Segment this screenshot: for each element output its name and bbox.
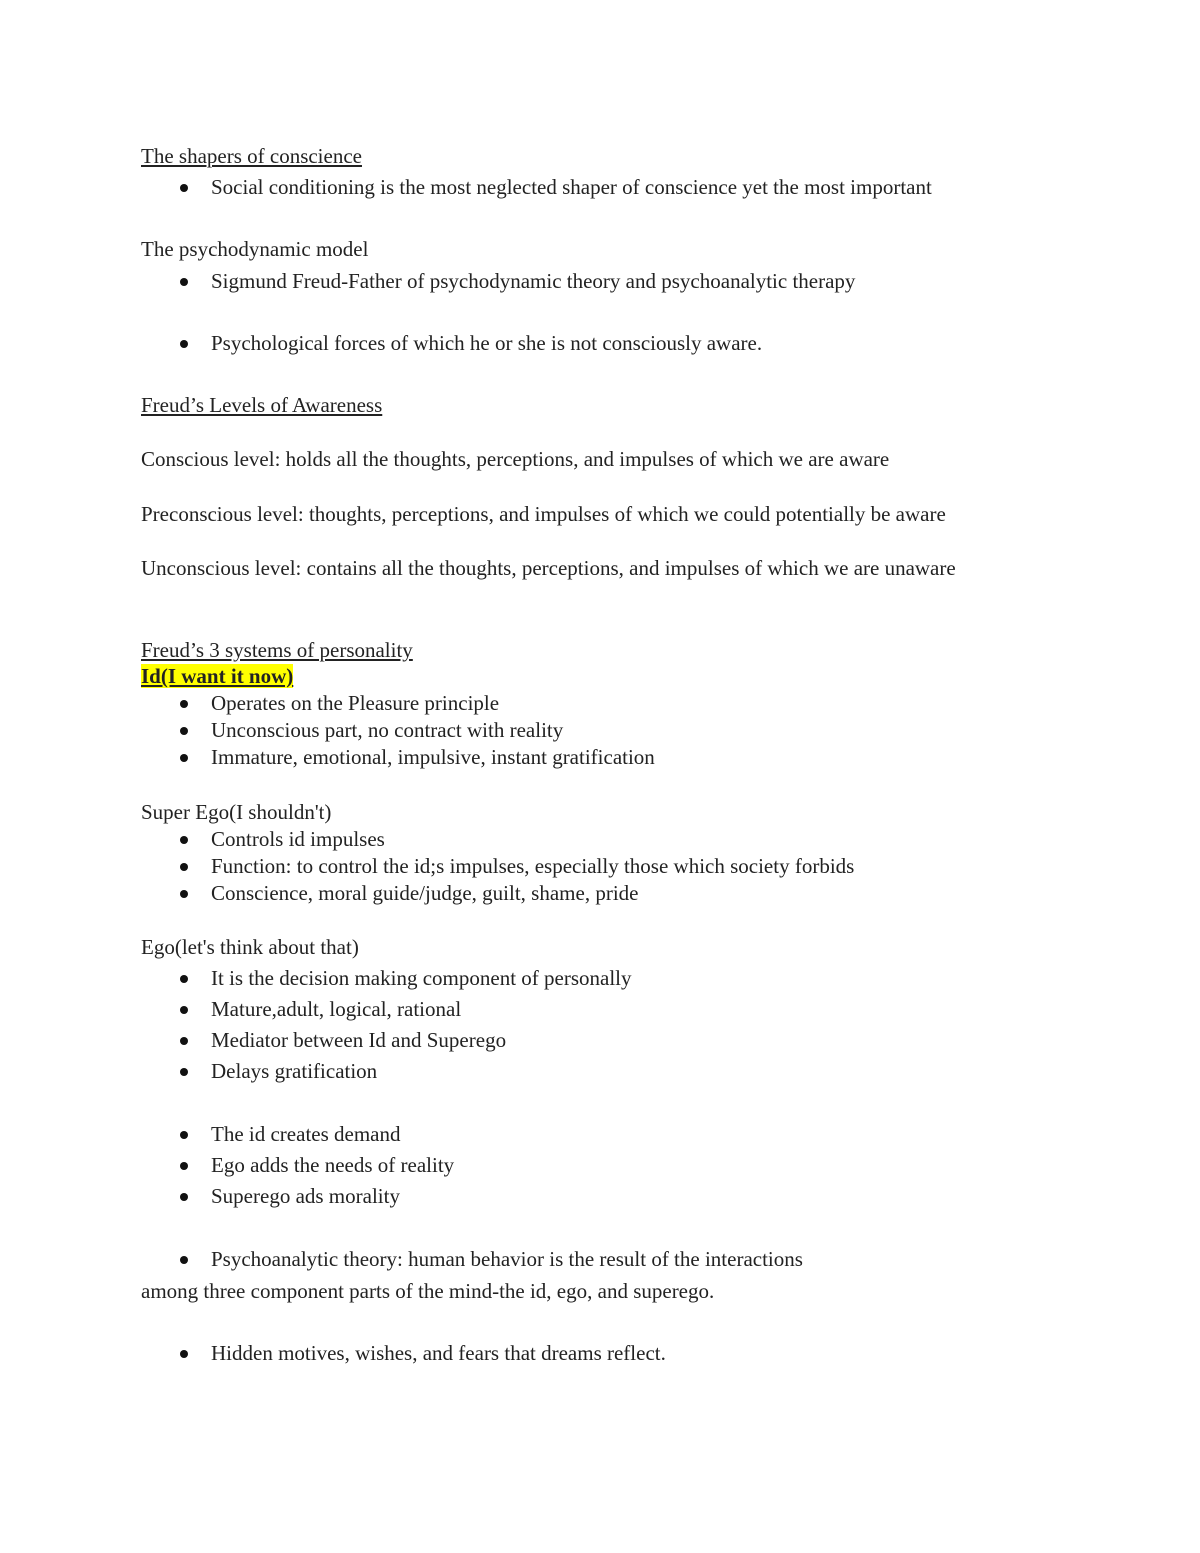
bullet-icon — [180, 863, 188, 871]
bullet-icon — [180, 1256, 188, 1264]
document-page: The shapers of conscience Social conditioning is the most neglected shaper of conscience yet the most important The psychodynamic model Sigmund Freud-Father of psychodynamic theory and psychoanalytic therapy Psychological forces of which he or she is not consciously aware. Freud’s Levels of Awareness Conscious level: holds all the thoughts, perceptions, and impulses of which we are aware Preconscious level: thoughts, perceptions, and impulses of which we could potentially be aware Unconscious level: contains all the thoughts, perceptions, and impulses of which we are unaware Freud’s 3 systems of personality Id(I want it now) Operates on the Pleasure principle Unconscious part, no contract with reality Immature, emotional, impulsive, instant gratification Super Ego(I shouldn't) Controls id impulses Function: to control the id;s impulses, especially those which society forbids Conscience, moral guide/judge, guilt, shame, pride Ego(let's think about that) It is the decision making component of personally Mature,adult, logical, rational Mediator between Id and Superego Delays gratification The id creates demand Ego adds the needs of reality Superego ads morality Psychoanalytic theory: human behavior is the result of the interactions among three component parts of the mind-the id, ego, and superego. Hidden motives, wishes, and fears that dreams reflect. — [141, 144, 956, 1365]
bullet-icon — [180, 1350, 188, 1358]
subheading-ego: Ego(let's think about that) — [141, 935, 359, 959]
bullet-icon — [180, 1006, 188, 1014]
bullet-icon — [180, 1162, 188, 1170]
heading-psychodynamic: The psychodynamic model — [141, 237, 369, 261]
bullet-icon — [180, 836, 188, 844]
bullet-icon — [180, 727, 188, 735]
bullet-icon — [180, 890, 188, 898]
highlighted-id-title: Id(I want it now) — [141, 664, 294, 688]
bullet-icon — [180, 1037, 188, 1045]
bullet-icon — [180, 1131, 188, 1139]
heading-systems: Freud’s 3 systems of personality — [141, 638, 413, 662]
bullet-icon — [180, 278, 188, 286]
bullet-icon — [180, 975, 188, 983]
bullet-icon — [180, 184, 188, 192]
bullet-icon — [180, 1193, 188, 1201]
bullet-icon — [180, 700, 188, 708]
paragraph-unconscious: Unconscious level: contains all the thoughts, perceptions, and impulses of which we are unaware — [141, 556, 956, 580]
subheading-id — [141, 663, 293, 689]
paragraph-preconscious: Preconscious level: thoughts, perceptions, and impulses of which we could potentially be aware — [141, 502, 946, 526]
heading-shapers: The shapers of conscience — [141, 144, 362, 168]
heading-levels: Freud’s Levels of Awareness — [141, 393, 383, 417]
bullet-icon — [180, 1068, 188, 1076]
bullet-icon — [180, 754, 188, 762]
subheading-superego: Super Ego(I shouldn't) — [141, 800, 332, 824]
paragraph-conscious: Conscious level: holds all the thoughts, perceptions, and impulses of which we are aware — [141, 447, 890, 471]
paragraph-theory-continuation: among three component parts of the mind-the id, ego, and superego. — [141, 1279, 715, 1303]
bullet-icon — [180, 340, 188, 348]
